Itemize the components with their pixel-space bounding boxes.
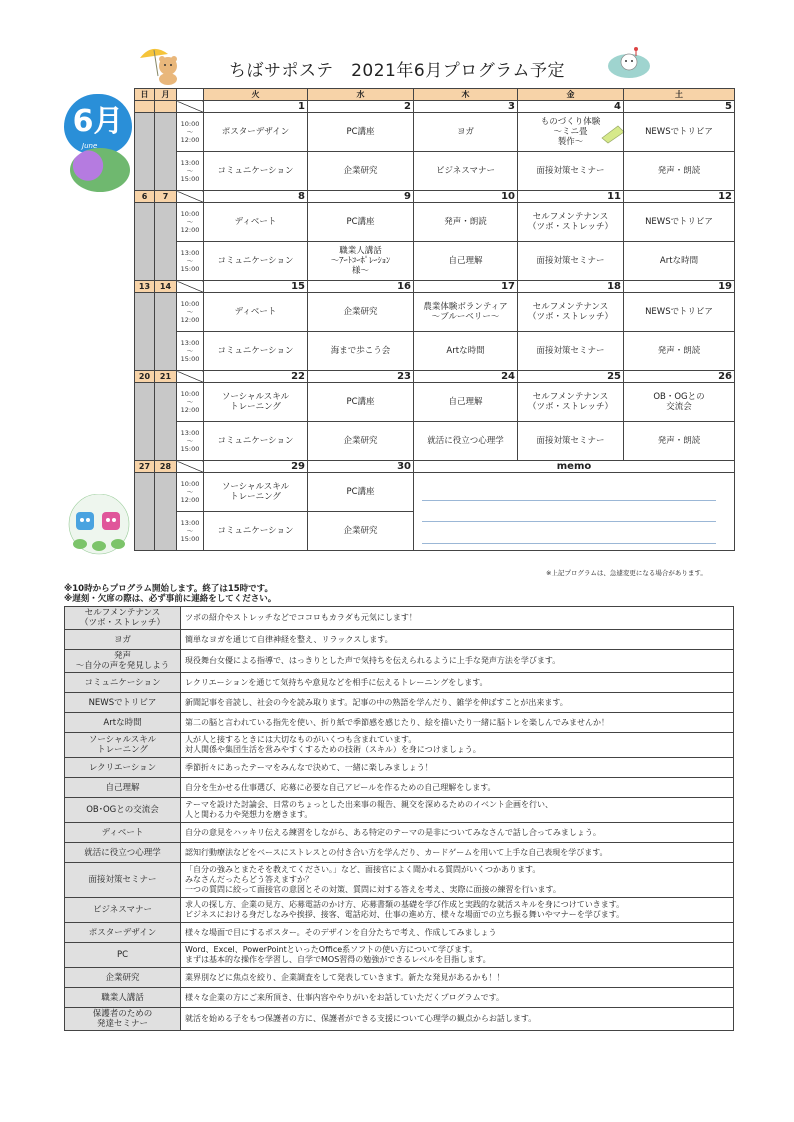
day-number: 19 [624,281,735,293]
time-sep: 〜 [186,257,194,265]
description-row [65,988,734,1008]
program-description-cell: ツボの紹介やストレッチなどでココロもカラダも元気にします！ [181,607,734,630]
program-description-cell: 自分を生かせる仕事選び、応募に必要な自己アピールを作るための自己理解をします。 [181,778,734,798]
program-cell: 企業研究 [308,152,414,191]
header-blank [177,89,204,101]
time-range [177,332,204,371]
week-date-row [135,371,735,383]
program-cell: Artな時間 [624,242,735,281]
program-cell: 就活に役立つ心理学 [414,422,518,461]
description-row [65,693,734,713]
frogs-illustration [66,494,132,560]
program-name-cell: 面接対策セミナー [65,863,181,898]
program-description-cell: 季節折々にあったテーマをみんなで決めて、一緒に楽しみましょう！ [181,758,734,778]
description-row [65,778,734,798]
day-number: 30 [308,461,414,473]
program-name-cell: レクリエーション [65,758,181,778]
day-number: 22 [204,371,308,383]
program-cell: NEWSでトリビア [624,293,735,332]
am-slot-row [135,203,735,242]
program-description-cell: 様々な場面で目にするポスター。そのデザインを自分たちで考え、作成してみましょう [181,923,734,943]
program-cell: ものづくり体験 ～ミニ畳 製作～ [518,113,624,152]
program-name-cell: セルフメンテナンス （ツボ・ストレッチ） [65,607,181,630]
program-name-cell: ビジネスマナー [65,898,181,923]
program-name-cell: 発声 ～自分の声を発見しよう [65,650,181,673]
time-sep: 〜 [186,218,194,226]
start-time-note: ※10時からプログラム開始します。終了は15時です。 [64,584,273,594]
program-cell: NEWSでトリビア [624,113,735,152]
day-number: 26 [624,371,735,383]
program-cell: ディベート [204,293,308,332]
program-description-cell: レクリエーションを通じて気持ちや意見などを相手に伝えるトレーニングをします。 [181,673,734,693]
description-row [65,843,734,863]
header-sat: 土 [624,89,735,101]
program-cell: ポスターデザイン [204,113,308,152]
monday-cell [155,383,177,461]
program-name-cell: 職業人講話 [65,988,181,1008]
sunday-date: 20 [135,371,155,383]
program-cell: セルフメンテナンス （ツボ・ストレッチ） [518,383,624,422]
program-cell: Artな時間 [414,332,518,371]
time-start: 10:00 [180,210,200,218]
program-description-cell: 現役舞台女優による指導で、はっきりとした声で気持ちを伝えられるように上手な発声方法を学びます。 [181,650,734,673]
day-number: 25 [518,371,624,383]
absence-note: ※遅刻・欠席の際は、必ず事前に連絡をしてください。 [64,594,277,604]
program-cell: 発声・朗読 [624,152,735,191]
teru-teru-illustration [606,46,652,82]
program-cell: 企業研究 [308,293,414,332]
day-number: 12 [624,191,735,203]
time-start: 13:00 [180,249,200,257]
monday-date: 28 [155,461,177,473]
program-description-cell: 人が人と接するときには大切なものがいくつも含まれています。 対人関係や集団生活を営みやすくするための技術（スキル）を身につけましょう。 [181,733,734,758]
day-number: 5 [624,101,735,113]
program-name-cell: 自己理解 [65,778,181,798]
program-cell: PC講座 [308,383,414,422]
time-sep: 〜 [186,527,194,535]
am-slot-row [135,293,735,332]
day-number: 16 [308,281,414,293]
program-cell: ディベート [204,203,308,242]
program-cell: 発声・朗読 [414,203,518,242]
program-cell: 農業体験ボランティア ～ブルーベリー～ [414,293,518,332]
sunday-date [135,101,155,113]
program-cell: 企業研究 [308,422,414,461]
memo-line [422,543,716,544]
program-name-cell: ヨガ [65,630,181,650]
day-number: 2 [308,101,414,113]
time-sep: 〜 [186,167,194,175]
june-label: June [82,142,98,150]
program-description-cell: 「自分の強みとまたそを教えてください。」など、面接官によく聞かれる質問がいくつかあります。 みなさんだったらどう答えますか？ 一つの質問に絞って面接官の意図とその対策、質問に対する答えを考え、実際に面接の練習を行います。 [181,863,734,898]
sunday-cell [135,113,155,191]
time-end: 12:00 [180,406,200,414]
time-end: 12:00 [180,316,200,324]
monday-date: 21 [155,371,177,383]
program-description-cell: 簡単なヨガを通じて自律神経を整え、リラックスします。 [181,630,734,650]
program-name-cell: Artな時間 [65,713,181,733]
sunday-cell [135,383,155,461]
memo-label: memo [414,461,735,473]
program-name-cell: ディベート [65,823,181,843]
memo-area [414,473,735,551]
day-number: 24 [414,371,518,383]
program-name-cell: ソーシャルスキル トレーニング [65,733,181,758]
description-row [65,758,734,778]
day-number: 3 [414,101,518,113]
header-sun: 日 [135,89,155,101]
program-cell: 面接対策セミナー [518,152,624,191]
program-description-cell: Word、Excel、PowerPointといったOffice系ソフトの使い方について学びます。 まずは基本的な操作を学習し、自学でMOS習得の勉強ができるレベルを目指します。 [181,943,734,968]
description-row [65,898,734,923]
day-number: 4 [518,101,624,113]
page-title: ちばサポステ 2021年6月プログラム予定 [228,61,566,81]
description-row [65,607,734,630]
time-sep: 〜 [186,347,194,355]
change-notice: ※上記プログラムは、急遽変更になる場合があります。 [546,569,707,577]
description-row [65,673,734,693]
time-range [177,383,204,422]
week-date-row [135,191,735,203]
description-row [65,968,734,988]
sunday-date: 13 [135,281,155,293]
hydrangea-illustration [70,142,130,192]
month-badge-text: 6月 [72,104,124,139]
memo-line [422,500,716,501]
header-fri: 金 [518,89,624,101]
program-cell: コミュニケーション [204,332,308,371]
program-name-cell: ポスターデザイン [65,923,181,943]
sunday-date: 6 [135,191,155,203]
program-cell: コミュニケーション [204,512,308,551]
program-description-cell: 認知行動療法などをベースにストレスとの付き合い方を学んだり、カードゲームを用いて上手な自己表現を学びます。 [181,843,734,863]
day-number: 1 [204,101,308,113]
month-badge [64,94,132,154]
program-cell: OB・OGとの 交流会 [624,383,735,422]
program-name-cell: 保護者のための 発達セミナー [65,1008,181,1031]
description-row [65,943,734,968]
week-date-row [135,101,735,113]
time-start: 13:00 [180,159,200,167]
program-cell: ビジネスマナー [414,152,518,191]
program-cell: コミュニケーション [204,422,308,461]
bear-umbrella-illustration [138,42,184,86]
time-start: 13:00 [180,519,200,527]
time-range [177,113,204,152]
program-cell: 職業人講話 ～ｱｰﾄｺｰﾎﾟﾚｰｼｮﾝ 様～ [308,242,414,281]
sunday-date: 27 [135,461,155,473]
program-cell: コミュニケーション [204,152,308,191]
time-end: 15:00 [180,445,200,453]
description-row [65,1008,734,1031]
program-description-cell: 自分の意見をハッキリ伝える練習をしながら、ある特定のテーマの是非についてみなさんで話し合ってみましょう。 [181,823,734,843]
program-cell: 面接対策セミナー [518,242,624,281]
program-description-cell: 業界別などに焦点を絞り、企業調査をして発表していきます。新たな発見があるかも！！ [181,968,734,988]
program-cell: 自己理解 [414,383,518,422]
program-name-cell: NEWSでトリビア [65,693,181,713]
diagonal-cell [177,371,204,383]
time-range [177,473,204,512]
time-sep: 〜 [186,488,194,496]
pm-slot-row [135,152,735,191]
day-number: 11 [518,191,624,203]
description-row [65,923,734,943]
time-sep: 〜 [186,128,194,136]
program-description-cell: 様々な企業の方にご来所頂き、仕事内容ややりがいをお話していただくプログラムです。 [181,988,734,1008]
program-description-cell: 新聞記事を音読し、社会の今を読み取ります。記事の中の熟語を学んだり、雑学を伸ばすことが出来ます。 [181,693,734,713]
program-name-cell: OB･OGとの交流会 [65,798,181,823]
description-row [65,650,734,673]
program-description-table [64,606,734,1031]
header-tue: 火 [204,89,308,101]
time-end: 12:00 [180,496,200,504]
program-description-cell: 就活を始める子をもつ保護者の方に、保護者ができる支援について心理学の観点からお話します。 [181,1008,734,1031]
program-name-cell: 就活に役立つ心理学 [65,843,181,863]
time-range [177,422,204,461]
program-cell: NEWSでトリビア [624,203,735,242]
program-description-cell: テーマを設けた討論会、日常のちょっとした出来事の報告、親交を深めるためのイベント企画を行い、 人と関わる力や発想力を磨きます。 [181,798,734,823]
diagonal-cell [177,281,204,293]
program-name-cell: コミュニケーション [65,673,181,693]
calendar-table [134,88,735,551]
monday-cell [155,203,177,281]
time-start: 13:00 [180,339,200,347]
header-mon: 月 [155,89,177,101]
program-cell: 発声・朗読 [624,422,735,461]
program-cell: 海まで歩こう会 [308,332,414,371]
program-cell: セルフメンテナンス （ツボ・ストレッチ） [518,203,624,242]
time-end: 15:00 [180,355,200,363]
time-sep: 〜 [186,308,194,316]
time-start: 13:00 [180,429,200,437]
time-range [177,293,204,332]
diagonal-cell [177,191,204,203]
program-cell: PC講座 [308,473,414,512]
monday-date: 14 [155,281,177,293]
time-start: 10:00 [180,300,200,308]
description-row [65,713,734,733]
time-end: 15:00 [180,265,200,273]
sunday-cell [135,203,155,281]
day-number: 15 [204,281,308,293]
program-cell: 自己理解 [414,242,518,281]
program-cell: コミュニケーション [204,242,308,281]
pm-slot-row [135,242,735,281]
monday-cell [155,113,177,191]
header-thu: 木 [414,89,518,101]
program-name-cell: PC [65,943,181,968]
time-end: 12:00 [180,136,200,144]
monday-date: 7 [155,191,177,203]
diagonal-cell [177,101,204,113]
time-end: 15:00 [180,535,200,543]
time-range [177,152,204,191]
description-row [65,798,734,823]
memo-line [422,521,716,522]
day-number: 23 [308,371,414,383]
pm-slot-row [135,332,735,371]
program-cell: 面接対策セミナー [518,422,624,461]
weekday-header-row [135,89,735,101]
day-number: 9 [308,191,414,203]
monday-cell [155,473,177,551]
program-description-cell: 第二の脳と言われている指先を使い、折り紙で季節感を感じたり、絵を描いたり一緒に脳トレを楽しんでみませんか！ [181,713,734,733]
time-end: 15:00 [180,175,200,183]
time-range [177,203,204,242]
am-slot-row [135,383,735,422]
time-range [177,242,204,281]
time-sep: 〜 [186,437,194,445]
header-wed: 水 [308,89,414,101]
program-cell: セルフメンテナンス （ツボ・ストレッチ） [518,293,624,332]
week-date-row [135,281,735,293]
program-cell: 企業研究 [308,512,414,551]
time-sep: 〜 [186,398,194,406]
sunday-cell [135,473,155,551]
time-end: 12:00 [180,226,200,234]
time-start: 10:00 [180,390,200,398]
monday-cell [155,293,177,371]
time-start: 10:00 [180,120,200,128]
program-cell: ヨガ [414,113,518,152]
program-cell: ソーシャルスキル トレーニング [204,383,308,422]
program-cell: PC講座 [308,113,414,152]
diagonal-cell [177,461,204,473]
sunday-cell [135,293,155,371]
description-row [65,733,734,758]
program-cell: PC講座 [308,203,414,242]
description-row [65,823,734,843]
day-number: 18 [518,281,624,293]
week-date-row [135,461,735,473]
description-row [65,863,734,898]
day-number: 10 [414,191,518,203]
description-row [65,630,734,650]
pm-slot-row [135,422,735,461]
program-name-cell: 企業研究 [65,968,181,988]
day-number: 29 [204,461,308,473]
day-number: 8 [204,191,308,203]
program-cell: ソーシャルスキル トレーニング [204,473,308,512]
time-start: 10:00 [180,480,200,488]
program-description-cell: 求人の探し方、企業の見方、応募電話のかけ方、応募書類の基礎を学び作成と実践的な就活スキルを身につけていきます。 ビジネスにおける身だしなみや挨拶、接客、電話応対、仕事の進め方、様々な場面での立ち振る舞いやマナーを学びます。 [181,898,734,923]
am-slot-row [135,473,735,512]
day-number: 17 [414,281,518,293]
monday-date [155,101,177,113]
am-slot-row [135,113,735,152]
time-range [177,512,204,551]
program-cell: 面接対策セミナー [518,332,624,371]
program-cell: 発声・朗読 [624,332,735,371]
